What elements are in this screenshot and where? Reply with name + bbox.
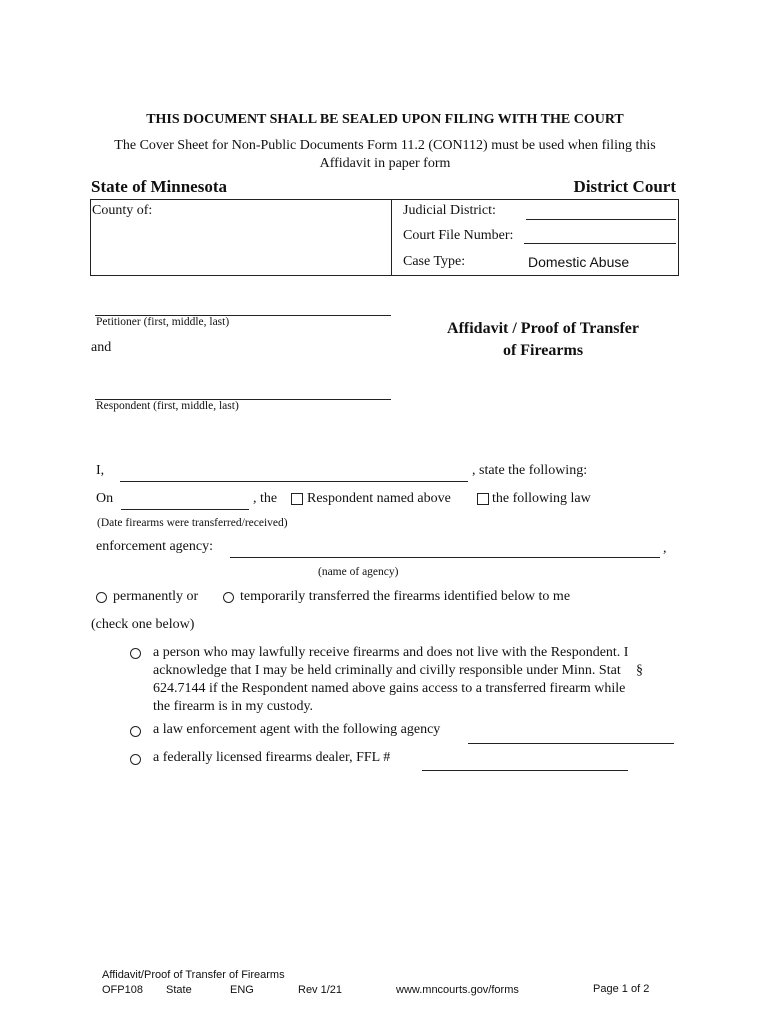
check-one-instruction: (check one below) bbox=[91, 617, 195, 632]
permanently-radio[interactable] bbox=[96, 592, 107, 603]
cover-sheet-notice-line2: Affidavit in paper form bbox=[319, 156, 451, 171]
form-title-line2: of Firearms bbox=[502, 342, 584, 359]
law-enforcement-agency-field[interactable] bbox=[468, 743, 674, 744]
option-lawful-person-line4: the firearm is in my custody. bbox=[153, 699, 314, 714]
transfer-date-field[interactable] bbox=[121, 509, 249, 510]
case-type-value: Domestic Abuse bbox=[528, 254, 630, 270]
court-file-number-field[interactable] bbox=[524, 243, 676, 244]
option-lawful-person-line1: a person who may lawfully receive firearms and does not live with the Respondent. I bbox=[153, 645, 629, 660]
respondent-label: Respondent (first, middle, last) bbox=[96, 400, 239, 412]
footer-website[interactable]: www.mncourts.gov/forms bbox=[396, 984, 519, 996]
sealed-notice: THIS DOCUMENT SHALL BE SEALED UPON FILING WITH THE COURT bbox=[146, 112, 624, 127]
enforcement-agency-label: enforcement agency: bbox=[96, 539, 213, 554]
respondent-checkbox[interactable] bbox=[291, 493, 303, 505]
footer-form-title: Affidavit/Proof of Transfer of Firearms bbox=[102, 969, 285, 981]
form-title-line1: Affidavit / Proof of Transfer bbox=[447, 320, 639, 337]
on-label: On bbox=[96, 491, 114, 506]
ffl-number-field[interactable] bbox=[422, 770, 628, 771]
permanently-label: permanently or bbox=[113, 589, 199, 604]
option-lawful-person-line3: 624.7144 if the Respondent named above gains access to a transferred firearm while bbox=[153, 681, 626, 696]
footer-type: State bbox=[166, 984, 192, 996]
option-lawful-person-radio[interactable] bbox=[130, 648, 141, 659]
option-ffl-dealer-radio[interactable] bbox=[130, 754, 141, 765]
footer-revision: Rev 1/21 bbox=[298, 984, 343, 996]
county-label: County of: bbox=[92, 203, 153, 218]
date-hint: (Date firearms were transferred/received) bbox=[97, 517, 288, 529]
affiant-name-field[interactable] bbox=[120, 481, 468, 482]
page-total: 2 bbox=[643, 983, 650, 995]
temporarily-label: temporarily transferred the firearms identified below to me bbox=[240, 589, 571, 604]
page-current: 1 bbox=[621, 983, 628, 995]
footer-form-code: OFP108 bbox=[102, 984, 143, 996]
the-label: , the bbox=[253, 491, 278, 506]
option-law-enforcement-radio[interactable] bbox=[130, 726, 141, 737]
caption-box-divider bbox=[391, 199, 392, 276]
respondent-option-label: Respondent named above bbox=[307, 491, 451, 506]
law-enforcement-checkbox[interactable] bbox=[477, 493, 489, 505]
state-heading: State of Minnesota bbox=[91, 177, 227, 196]
agency-comma: , bbox=[663, 541, 667, 556]
option-law-enforcement-label: a law enforcement agent with the following agency bbox=[153, 722, 441, 737]
footer-language: ENG bbox=[230, 984, 254, 996]
affiant-prefix: I, bbox=[96, 463, 105, 478]
cover-sheet-notice-line1: The Cover Sheet for Non-Public Documents Form 11.2 (CON112) must be used when filing this bbox=[114, 138, 656, 153]
judicial-district-label: Judicial District: bbox=[403, 203, 496, 218]
section-symbol: § bbox=[636, 663, 643, 678]
enforcement-agency-field[interactable] bbox=[230, 557, 660, 558]
option-ffl-dealer-label: a federally licensed firearms dealer, FFL # bbox=[153, 750, 391, 765]
judicial-district-field[interactable] bbox=[526, 219, 676, 220]
option-lawful-person-line2: acknowledge that I may be held criminally and civilly responsible under Minn. Stat bbox=[153, 663, 621, 678]
page-of-label: of bbox=[630, 983, 641, 995]
state-following-text: , state the following: bbox=[472, 463, 588, 478]
case-type-label: Case Type: bbox=[403, 254, 466, 269]
court-file-number-label: Court File Number: bbox=[403, 228, 514, 243]
court-heading: District Court bbox=[573, 177, 676, 196]
footer-page-number bbox=[593, 983, 649, 995]
law-option-label: the following law bbox=[492, 491, 591, 506]
petitioner-label: Petitioner (first, middle, last) bbox=[96, 316, 230, 328]
and-label: and bbox=[91, 340, 112, 355]
agency-hint: (name of agency) bbox=[318, 566, 399, 578]
page-label: Page bbox=[593, 983, 619, 995]
temporarily-radio[interactable] bbox=[223, 592, 234, 603]
